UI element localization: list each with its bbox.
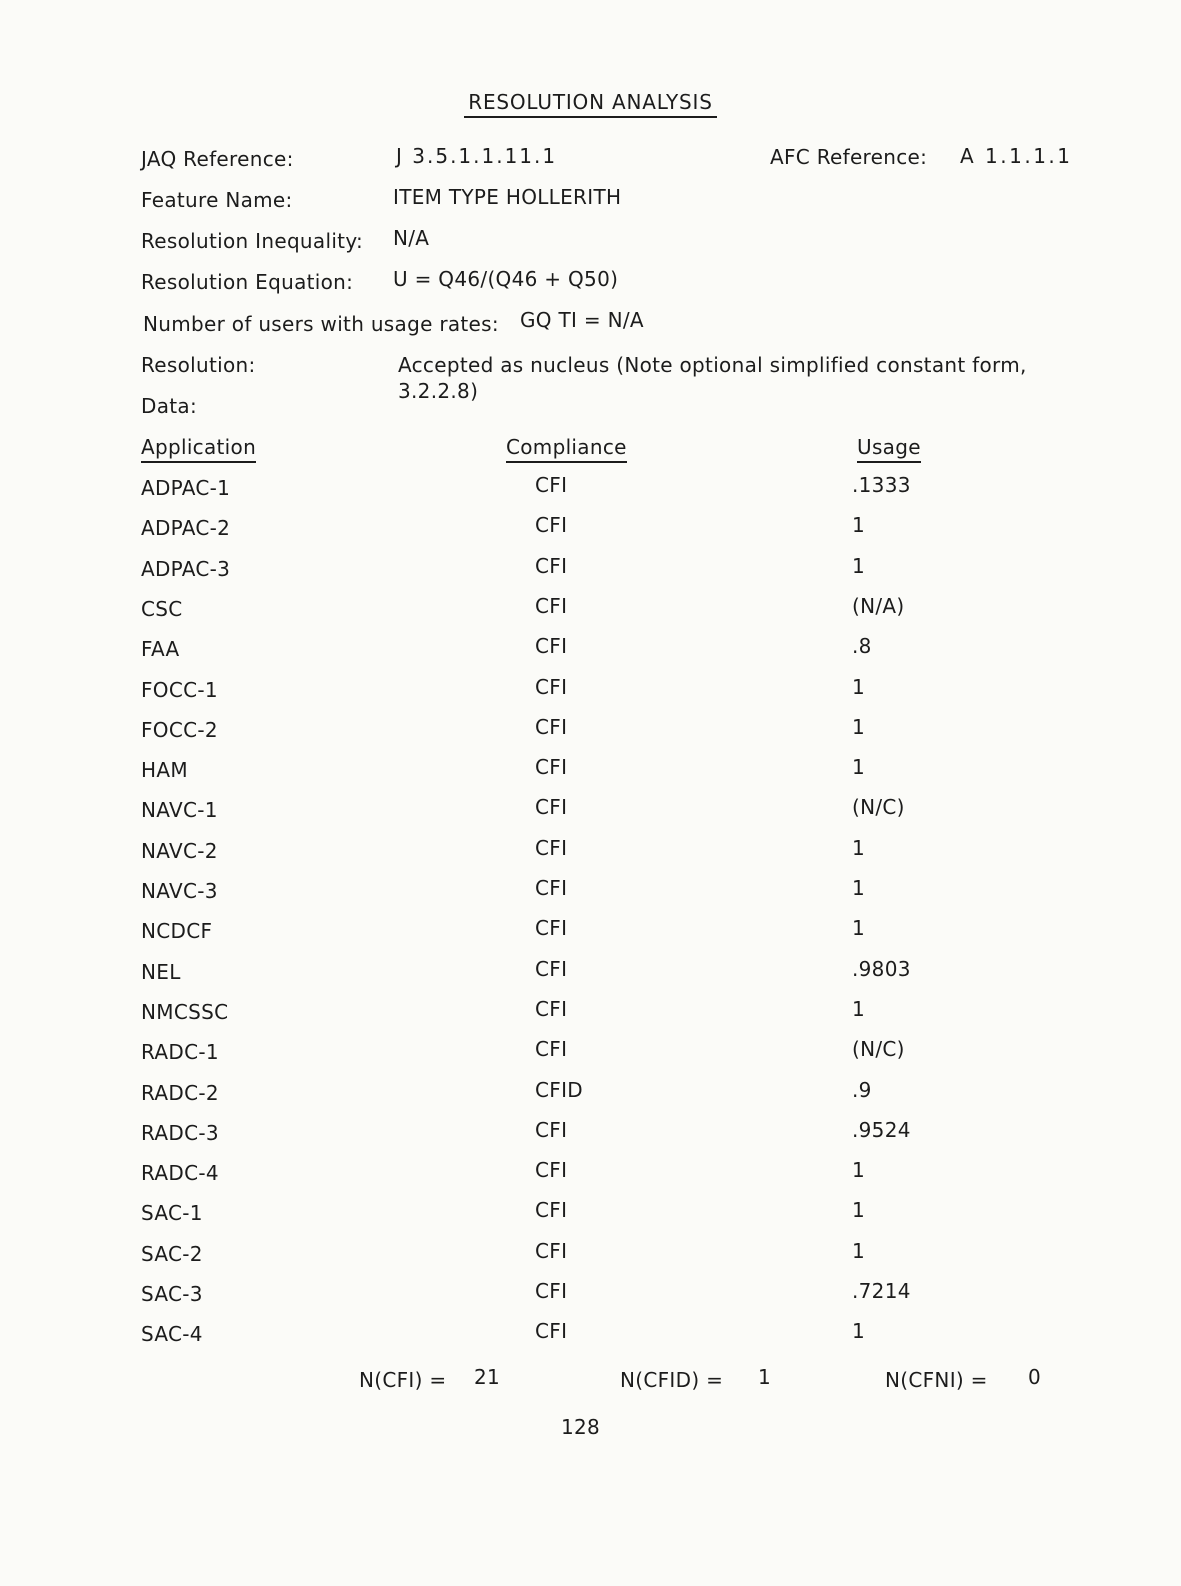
table-cell-compliance: CFI	[535, 715, 568, 739]
table-cell-usage: 1	[852, 554, 866, 578]
table-cell-usage: 1	[852, 715, 866, 739]
feature-name-label: Feature Name:	[141, 188, 293, 212]
table-cell-compliance: CFI	[535, 795, 568, 819]
table-cell-compliance: CFI	[535, 997, 568, 1021]
table-cell-compliance: CFI	[535, 1239, 568, 1263]
table-cell-application: NCDCF	[141, 919, 213, 943]
table-cell-usage: .1333	[852, 473, 911, 497]
table-cell-compliance: CFI	[535, 1037, 568, 1061]
table-cell-usage: .8	[852, 634, 872, 658]
total-cfi-label: N(CFI) =	[359, 1368, 447, 1392]
table-cell-usage: 1	[852, 675, 866, 699]
table-cell-compliance: CFI	[535, 1279, 568, 1303]
table-cell-application: SAC-4	[141, 1322, 203, 1346]
table-cell-application: CSC	[141, 597, 183, 621]
table-cell-compliance: CFI	[535, 1118, 568, 1142]
column-header-application: Application	[141, 434, 256, 463]
table-cell-usage: 1	[852, 876, 866, 900]
table-cell-compliance: CFI	[535, 634, 568, 658]
table-cell-usage: 1	[852, 997, 866, 1021]
table-cell-application: NAVC-3	[141, 879, 218, 903]
table-cell-application: FOCC-1	[141, 678, 218, 702]
table-cell-usage: (N/A)	[852, 594, 905, 618]
table-cell-application: FAA	[141, 637, 180, 661]
table-cell-application: FOCC-2	[141, 718, 218, 742]
resolution-inequality-value: N/A	[393, 226, 430, 250]
resolution-equation-value: U = Q46/(Q46 + Q50)	[393, 267, 619, 291]
afc-reference-label: AFC Reference:	[770, 145, 928, 169]
table-cell-application: ADPAC-1	[141, 476, 231, 500]
table-cell-compliance: CFI	[535, 473, 568, 497]
total-cfni-label: N(CFNI) =	[885, 1368, 988, 1392]
table-cell-usage: (N/C)	[852, 1037, 905, 1061]
table-cell-usage: .9	[852, 1078, 872, 1102]
table-cell-compliance: CFI	[535, 1319, 568, 1343]
table-cell-usage: .9803	[852, 957, 911, 981]
table-cell-usage: 1	[852, 1198, 866, 1222]
table-cell-usage: 1	[852, 1158, 866, 1182]
table-cell-usage: 1	[852, 1319, 866, 1343]
jaq-reference-label: JAQ Reference:	[141, 147, 294, 171]
table-cell-application: NMCSSC	[141, 1000, 229, 1024]
table-cell-compliance: CFI	[535, 1158, 568, 1182]
table-cell-application: ADPAC-3	[141, 557, 231, 581]
users-usage-value: GQ TI = N/A	[520, 308, 644, 332]
table-cell-application: ADPAC-2	[141, 516, 231, 540]
table-cell-compliance: CFI	[535, 675, 568, 699]
table-cell-compliance: CFID	[535, 1078, 583, 1102]
total-cfni-value: 0	[1028, 1365, 1042, 1389]
resolution-value: Accepted as nucleus (Note optional simplified constant form, 3.2.2.8)	[398, 353, 1027, 403]
table-cell-compliance: CFI	[535, 554, 568, 578]
total-cfid-label: N(CFID) =	[620, 1368, 724, 1392]
feature-name-value: ITEM TYPE HOLLERITH	[393, 185, 622, 209]
table-cell-application: RADC-1	[141, 1040, 219, 1064]
jaq-reference-value: J 3.5.1.1.11.1	[396, 144, 558, 168]
table-cell-compliance: CFI	[535, 594, 568, 618]
users-usage-label: Number of users with usage rates:	[143, 312, 499, 336]
table-cell-compliance: CFI	[535, 836, 568, 860]
afc-reference-value: A 1.1.1.1	[960, 144, 1073, 168]
table-cell-application: RADC-4	[141, 1161, 219, 1185]
column-header-compliance: Compliance	[506, 434, 627, 463]
table-cell-usage: 1	[852, 1239, 866, 1263]
table-cell-usage: 1	[852, 513, 866, 537]
table-cell-compliance: CFI	[535, 1198, 568, 1222]
table-cell-application: NAVC-2	[141, 839, 218, 863]
table-cell-usage: 1	[852, 836, 866, 860]
table-cell-application: HAM	[141, 758, 188, 782]
table-cell-application: NEL	[141, 960, 181, 984]
table-cell-usage: .9524	[852, 1118, 911, 1142]
column-header-usage: Usage	[857, 434, 921, 463]
table-cell-application: SAC-3	[141, 1282, 203, 1306]
total-cfid-value: 1	[758, 1365, 772, 1389]
table-cell-usage: 1	[852, 755, 866, 779]
resolution-equation-label: Resolution Equation:	[141, 270, 354, 294]
table-cell-compliance: CFI	[535, 957, 568, 981]
table-cell-compliance: CFI	[535, 916, 568, 940]
table-cell-application: SAC-2	[141, 1242, 203, 1266]
table-cell-application: RADC-3	[141, 1121, 219, 1145]
table-cell-compliance: CFI	[535, 876, 568, 900]
resolution-inequality-label: Resolution Inequality:	[141, 229, 364, 253]
table-cell-compliance: CFI	[535, 755, 568, 779]
page-title: RESOLUTION ANALYSIS	[0, 89, 1181, 115]
table-cell-application: RADC-2	[141, 1081, 219, 1105]
table-cell-usage: 1	[852, 916, 866, 940]
table-cell-usage: .7214	[852, 1279, 911, 1303]
page-number: 128	[561, 1415, 601, 1439]
table-cell-application: SAC-1	[141, 1201, 203, 1225]
data-label: Data:	[141, 394, 197, 418]
resolution-label: Resolution:	[141, 353, 256, 377]
table-cell-compliance: CFI	[535, 513, 568, 537]
total-cfi-value: 21	[474, 1365, 501, 1389]
table-cell-application: NAVC-1	[141, 798, 218, 822]
table-cell-usage: (N/C)	[852, 795, 905, 819]
